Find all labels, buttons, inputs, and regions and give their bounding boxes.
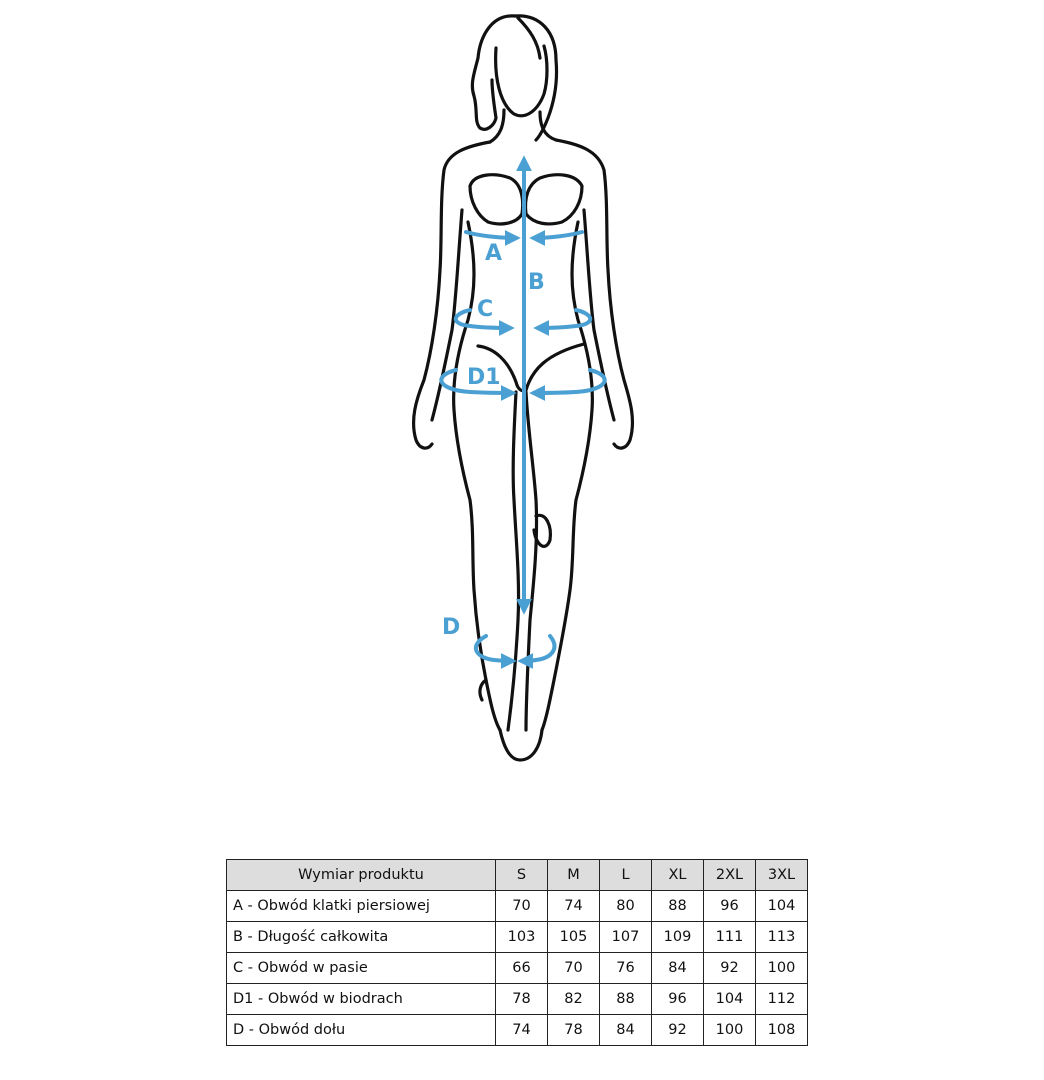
table-cell: 104 <box>704 984 756 1015</box>
header-size-l: L <box>600 860 652 891</box>
measure-c-ellipse-right <box>538 310 590 328</box>
table-cell: 66 <box>496 953 548 984</box>
measure-d1-ellipse-right <box>534 370 605 393</box>
table-cell: 70 <box>496 891 548 922</box>
measure-label-a: A <box>485 241 503 266</box>
table-cell: 80 <box>600 891 652 922</box>
table-cell: 113 <box>756 922 808 953</box>
table-row <box>227 891 808 922</box>
header-dimension: Wymiar produktu <box>227 860 496 891</box>
table-cell: 96 <box>704 891 756 922</box>
row-label: D1 - Obwód w biodrach <box>227 984 496 1015</box>
table-row <box>227 1015 808 1046</box>
table-cell: 82 <box>548 984 600 1015</box>
measurement-lines <box>441 160 604 661</box>
measure-label-d1: D1 <box>467 365 501 390</box>
header-size-m: M <box>548 860 600 891</box>
table-cell: 88 <box>652 891 704 922</box>
table-cell: 70 <box>548 953 600 984</box>
table-row <box>227 953 808 984</box>
size-chart-table <box>226 859 808 1046</box>
table-cell: 104 <box>756 891 808 922</box>
table-cell: 92 <box>704 953 756 984</box>
measure-a-line-left <box>466 232 516 238</box>
row-label: D - Obwód dołu <box>227 1015 496 1046</box>
header-size-2xl: 2XL <box>704 860 756 891</box>
table-cell: 74 <box>548 891 600 922</box>
table-cell: 108 <box>756 1015 808 1046</box>
table-cell: 96 <box>652 984 704 1015</box>
table-header-row <box>227 860 808 891</box>
measure-label-b: B <box>528 270 545 295</box>
table-cell: 74 <box>496 1015 548 1046</box>
measure-label-d: D <box>442 615 461 640</box>
table-cell: 88 <box>600 984 652 1015</box>
table-cell: 103 <box>496 922 548 953</box>
table-cell: 78 <box>548 1015 600 1046</box>
header-size-3xl: 3XL <box>756 860 808 891</box>
table-row <box>227 984 808 1015</box>
row-label: A - Obwód klatki piersiowej <box>227 891 496 922</box>
row-label: B - Długość całkowita <box>227 922 496 953</box>
measure-label-c: C <box>477 297 494 322</box>
table-cell: 107 <box>600 922 652 953</box>
table-cell: 84 <box>652 953 704 984</box>
header-size-xl: XL <box>652 860 704 891</box>
table-cell: 111 <box>704 922 756 953</box>
table-cell: 105 <box>548 922 600 953</box>
table-cell: 76 <box>600 953 652 984</box>
header-size-s: S <box>496 860 548 891</box>
table-cell: 100 <box>756 953 808 984</box>
table-cell: 84 <box>600 1015 652 1046</box>
table-row <box>227 922 808 953</box>
row-label: C - Obwód w pasie <box>227 953 496 984</box>
table-cell: 92 <box>652 1015 704 1046</box>
table-cell: 78 <box>496 984 548 1015</box>
table-cell: 109 <box>652 922 704 953</box>
table-cell: 112 <box>756 984 808 1015</box>
table-cell: 100 <box>704 1015 756 1046</box>
